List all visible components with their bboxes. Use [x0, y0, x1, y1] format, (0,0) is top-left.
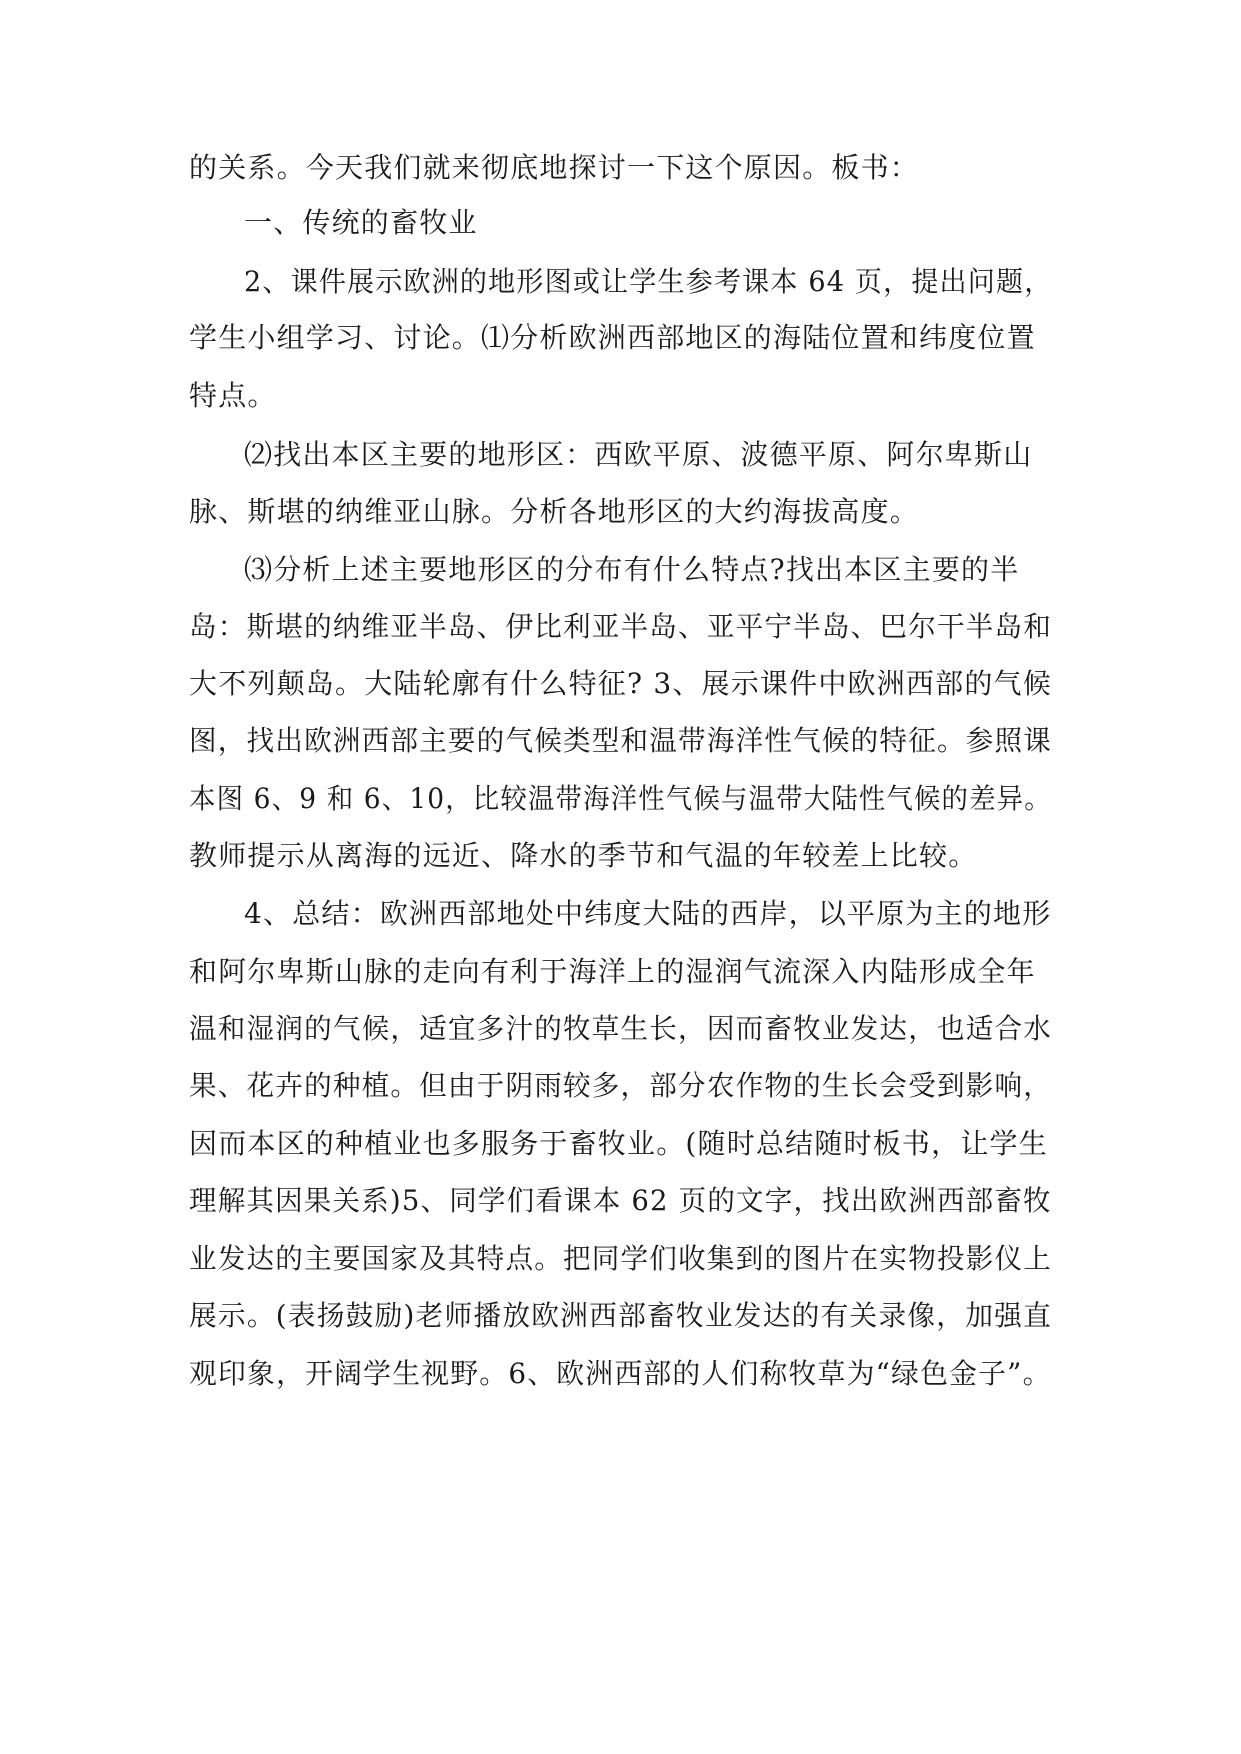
section-heading: 一、传统的畜牧业 [244, 206, 478, 239]
text-line: 脉、斯堪的纳维亚山脉。分析各地形区的大约海拔高度。 [189, 495, 920, 528]
text-line: 教师提示从离海的远近、降水的季节和气温的年较差上比较。 [189, 839, 978, 872]
text-line: ⑶分析上述主要地形区的分布有什么特点?找出本区主要的半 [244, 553, 1020, 586]
text-line: 和阿尔卑斯山脉的走向有利于海洋上的湿润气流深入内陆形成全年 [189, 955, 1036, 988]
text-line: 4、总结：欧洲西部地处中纬度大陆的西岸，以平原为主的地形 [244, 897, 1052, 930]
text-line: 温和湿润的气候，适宜多汁的牧草生长，因而畜牧业发达，也适合水 [189, 1012, 1053, 1045]
text-line: 展示。(表扬鼓励)老师播放欧洲西部畜牧业发达的有关录像，加强直 [189, 1299, 1053, 1332]
text-line: 岛：斯堪的纳维亚半岛、伊比利亚半岛、亚平宁半岛、巴尔干半岛和 [189, 610, 1053, 643]
text-line: 的关系。今天我们就来彻底地探讨一下这个原因。板书： [189, 151, 920, 184]
text-line: 理解其因果关系)5、同学们看课本 62 页的文字，找出欧洲西部畜牧 [189, 1184, 1052, 1217]
text-line: 大不列颠岛。大陆轮廓有什么特征? 3、展示课件中欧洲西部的气候 [189, 667, 1052, 700]
text-line: 图，找出欧洲西部主要的气候类型和温带海洋性气候的特征。参照课 [189, 724, 1053, 757]
text-line: ⑵找出本区主要的地形区：西欧平原、波德平原、阿尔卑斯山 [244, 438, 1033, 471]
text-line: 特点。 [189, 379, 277, 412]
text-line: 2、课件展示欧洲的地形图或让学生参考课本 64 页，提出问题， [244, 265, 1053, 298]
text-line: 本图 6、9 和 6、10，比较温带海洋性气候与温带大陆性气候的差异。 [189, 782, 1052, 815]
text-line: 学生小组学习、讨论。⑴分析欧洲西部地区的海陆位置和纬度位置 [189, 321, 1036, 354]
text-line: 因而本区的种植业也多服务于畜牧业。(随时总结随时板书，让学生 [189, 1127, 1048, 1160]
text-line: 观印象，开阔学生视野。6、欧洲西部的人们称牧草为“绿色金子”。 [189, 1357, 1052, 1390]
text-line: 业发达的主要国家及其特点。把同学们收集到的图片在实物投影仪上 [189, 1242, 1053, 1275]
text-line: 果、花卉的种植。但由于阴雨较多，部分农作物的生长会受到影响， [189, 1069, 1053, 1102]
